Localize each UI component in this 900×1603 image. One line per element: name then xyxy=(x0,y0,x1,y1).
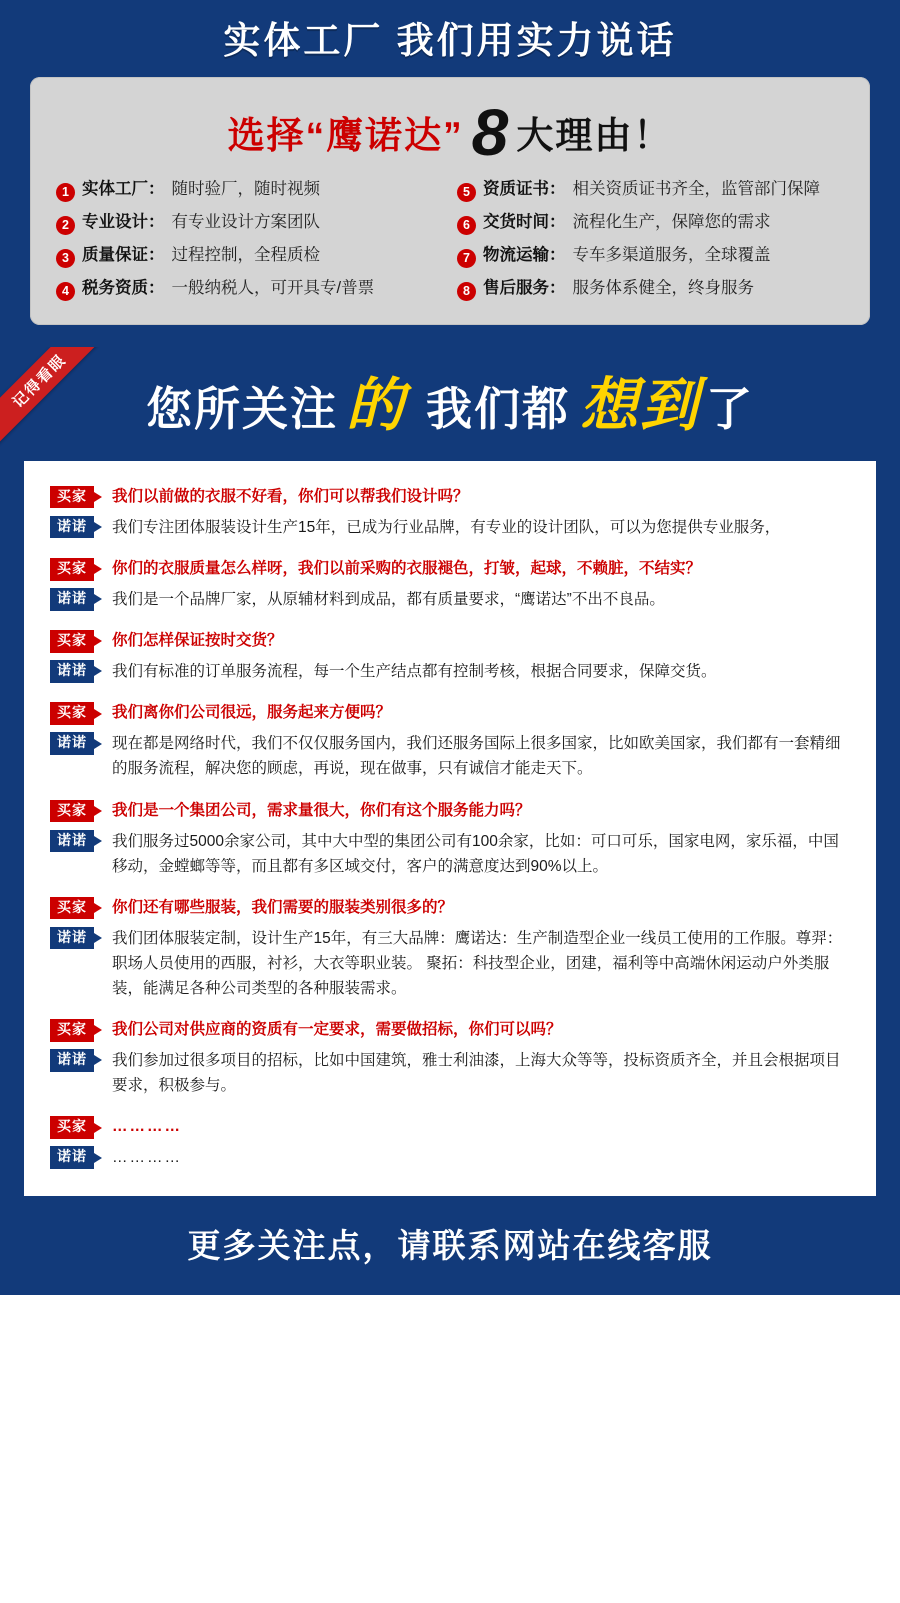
answer-text: ………… xyxy=(112,1149,182,1167)
headline-big-number: 8 xyxy=(471,94,509,169)
reason-label: 实体工厂： xyxy=(82,179,165,198)
buyer-tag-label: 买家 xyxy=(57,1021,87,1038)
reason-label: 物流运输： xyxy=(483,245,566,264)
reason-text: 有专业设计方案团队 xyxy=(171,212,320,231)
question-text: 我们以前做的衣服不好看，你们可以帮我们设计吗？ xyxy=(112,487,469,505)
question-text: 我们公司对供应商的资质有一定要求，需要做招标，你们可以吗？ xyxy=(112,1021,562,1039)
reason-text: 随时验厂，随时视频 xyxy=(171,179,320,198)
reason-number-badge: 7 xyxy=(457,249,476,268)
reason-number-badge: 8 xyxy=(457,282,476,301)
title-part-5: 了 xyxy=(706,382,755,435)
answer-line xyxy=(50,587,850,612)
qa-section xyxy=(0,347,900,1296)
reason-number-badge: 4 xyxy=(56,282,75,301)
title-part-4: 想到 xyxy=(580,372,701,438)
buyer-tag-label: 买家 xyxy=(57,898,87,915)
buyer-tag-label: 买家 xyxy=(57,560,87,577)
buyer-tag xyxy=(50,702,94,725)
reasons-card xyxy=(30,77,870,325)
answer-line xyxy=(50,829,850,879)
reason-text: 服务体系健全，终身服务 xyxy=(572,278,754,297)
qa-block xyxy=(50,799,850,879)
buyer-tag-label: 买家 xyxy=(57,1118,87,1135)
reason-item xyxy=(457,180,844,200)
reason-label: 质量保证： xyxy=(82,245,165,264)
answer-text: 我们有标准的订单服务流程，每一个生产结点都有控制考核，根据合同要求，保障交货。 xyxy=(112,663,717,681)
seller-tag xyxy=(50,830,94,853)
reason-label: 交货时间： xyxy=(483,212,566,231)
question-line xyxy=(50,485,850,509)
answer-line xyxy=(50,731,850,781)
reason-number-badge: 1 xyxy=(56,183,75,202)
answer-line xyxy=(50,515,850,540)
qa-block xyxy=(50,485,850,540)
qa-block xyxy=(50,1018,850,1098)
reason-item xyxy=(457,279,844,299)
seller-tag-label: 诺诺 xyxy=(57,831,87,848)
buyer-tag xyxy=(50,897,94,920)
reason-item xyxy=(56,246,443,266)
seller-tag xyxy=(50,588,94,611)
buyer-tag xyxy=(50,1116,94,1139)
question-text: ………… xyxy=(112,1118,182,1136)
reason-text: 专车多渠道服务，全球覆盖 xyxy=(572,245,771,264)
seller-tag-label: 诺诺 xyxy=(57,1148,87,1165)
reason-number-badge: 5 xyxy=(457,183,476,202)
question-line xyxy=(50,799,850,823)
reason-item xyxy=(56,180,443,200)
buyer-tag-label: 买家 xyxy=(57,487,87,504)
seller-tag xyxy=(50,516,94,539)
qa-block xyxy=(50,1115,850,1170)
seller-tag-label: 诺诺 xyxy=(57,662,87,679)
question-line xyxy=(50,629,850,653)
question-line xyxy=(50,557,850,581)
headline-red-prefix: 选择“鹰诺达” xyxy=(227,115,464,157)
question-line xyxy=(50,701,850,725)
reason-item xyxy=(457,213,844,233)
answer-text: 我们团体服装定制，设计生产15年，有三大品牌：鹰诺达：生产制造型企业一线员工使用的工作服。尊羿：职场人员使用的西服，衬衫，大衣等职业装。 聚拓：科技型企业，团建，福利等中高端休闲运动户外类服装，能满足各种公司类型的各种服装需求。 xyxy=(112,929,843,998)
reason-item xyxy=(56,279,443,299)
title-part-3: 我们都 xyxy=(426,382,570,435)
reason-text: 一般纳税人，可开具专/普票 xyxy=(171,278,375,297)
seller-tag-label: 诺诺 xyxy=(57,1051,87,1068)
title-part-2: 的 xyxy=(345,372,406,438)
seller-tag xyxy=(50,927,94,950)
buyer-tag xyxy=(50,486,94,509)
qa-section-title xyxy=(0,347,900,461)
buyer-tag xyxy=(50,558,94,581)
answer-text: 我们参加过很多项目的招标，比如中国建筑，雅士利油漆，上海大众等等，投标资质齐全，并且会根据项目要求，积极参与。 xyxy=(112,1052,841,1095)
buyer-tag-label: 买家 xyxy=(57,801,87,818)
reasons-headline xyxy=(56,95,844,180)
title-part-1: 您所关注 xyxy=(145,382,338,435)
answer-line xyxy=(50,659,850,684)
reason-label: 税务资质： xyxy=(82,278,165,297)
question-text: 你们还有哪些服装，我们需要的服装类别很多的？ xyxy=(112,898,454,916)
question-text: 我们是一个集团公司，需求量很大，你们有这个服务能力吗？ xyxy=(112,801,531,819)
reason-label: 资质证书： xyxy=(483,179,566,198)
reason-label: 专业设计： xyxy=(82,212,165,231)
question-text: 你们怎样保证按时交货？ xyxy=(112,632,283,650)
question-line xyxy=(50,1115,850,1139)
qa-block xyxy=(50,557,850,612)
footer-cta: 更多关注点，请联系网站在线客服 xyxy=(0,1196,900,1295)
seller-tag xyxy=(50,732,94,755)
answer-line xyxy=(50,926,850,1001)
seller-tag-label: 诺诺 xyxy=(57,928,87,945)
qa-block xyxy=(50,629,850,684)
answer-line xyxy=(50,1048,850,1098)
reason-item xyxy=(457,246,844,266)
buyer-tag xyxy=(50,1019,94,1042)
reason-label: 售后服务： xyxy=(483,278,566,297)
buyer-tag xyxy=(50,800,94,823)
seller-tag-label: 诺诺 xyxy=(57,517,87,534)
reason-text: 相关资质证书齐全，监管部门保障 xyxy=(572,179,820,198)
reason-text: 流程化生产，保障您的需求 xyxy=(572,212,771,231)
reasons-section xyxy=(0,0,900,347)
seller-tag-label: 诺诺 xyxy=(57,590,87,607)
answer-text: 现在都是网络时代，我们不仅仅服务国内，我们还服务国际上很多国家，比如欧美国家，我们都有一套精细的服务流程，解决您的顾虑，再说，现在做事，只有诚信才能走天下。 xyxy=(112,735,841,778)
section1-banner-title: 实体工厂 我们用实力说话 xyxy=(223,20,677,61)
question-line xyxy=(50,1018,850,1042)
reasons-grid xyxy=(56,180,844,299)
seller-tag xyxy=(50,1049,94,1072)
qa-card xyxy=(24,461,876,1197)
headline-dark-suffix: 大理由！ xyxy=(516,115,673,157)
answer-line xyxy=(50,1145,850,1170)
answer-text: 我们专注团体服装设计生产15年，已成为行业品牌，有专业的设计团队，可以为您提供专业服务， xyxy=(112,518,781,536)
seller-tag xyxy=(50,1146,94,1169)
buyer-tag-label: 买家 xyxy=(57,704,87,721)
qa-block xyxy=(50,896,850,1001)
question-line xyxy=(50,896,850,920)
seller-tag xyxy=(50,660,94,683)
reason-number-badge: 2 xyxy=(56,216,75,235)
question-text: 我们离你们公司很远，服务起来方便吗？ xyxy=(112,704,392,722)
buyer-tag xyxy=(50,630,94,653)
seller-tag-label: 诺诺 xyxy=(57,734,87,751)
corner-ribbon-label: 记得看眼 xyxy=(0,347,103,444)
reason-number-badge: 3 xyxy=(56,249,75,268)
reason-item xyxy=(56,213,443,233)
reason-text: 过程控制，全程质检 xyxy=(171,245,320,264)
buyer-tag-label: 买家 xyxy=(57,632,87,649)
question-text: 你们的衣服质量怎么样呀，我们以前采购的衣服褪色，打皱，起球，不赖脏，不结实？ xyxy=(112,560,702,578)
answer-text: 我们是一个品牌厂家，从原辅材料到成品，都有质量要求，“鹰诺达”不出不良品。 xyxy=(112,591,665,609)
answer-text: 我们服务过5000余家公司，其中大中型的集团公司有100余家，比如：可口可乐，国家电网，家乐福，中国移动，金螳螂等等，而且都有多区域交付，客户的满意度达到90%以上。 xyxy=(112,832,839,875)
qa-block xyxy=(50,701,850,781)
reason-number-badge: 6 xyxy=(457,216,476,235)
